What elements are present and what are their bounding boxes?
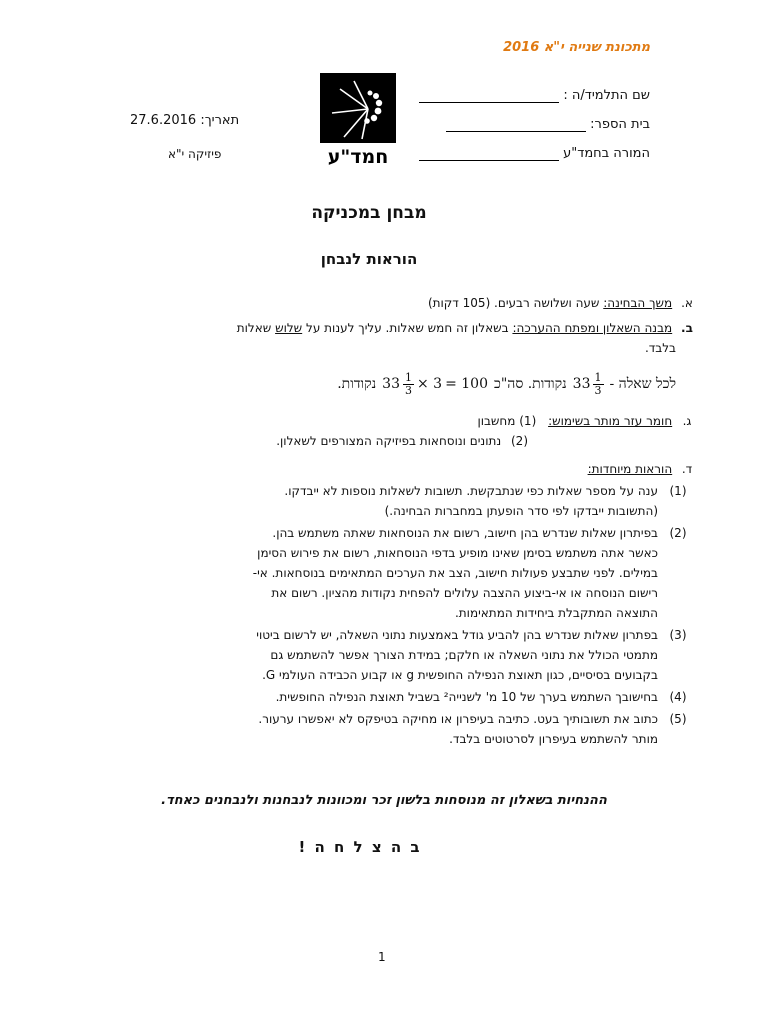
section-marker: ב. (681, 321, 693, 335)
section-c (78, 411, 698, 451)
score-mid: נקודות. סה"כ (493, 376, 567, 392)
item-line: כתוב את תשובותיך בעט. כתיבה בעיפרון או מחיקה בטיפקס לא יאפשרו ערעור. (258, 712, 658, 726)
instruction-item (78, 709, 698, 749)
item-body (276, 687, 658, 707)
score-fraction (593, 372, 604, 397)
item-text: מחשבון (477, 414, 516, 428)
item-line: במילים. לפני שתבצע פעולות חישוב, הצב את הערכים המתאימים בנוסחאות. אי- (252, 566, 658, 580)
section-label: משך הבחינה: (603, 296, 673, 310)
score-fraction (403, 372, 414, 397)
score-mixed-number (573, 372, 604, 397)
page-title: מבחן במכניקה (311, 203, 427, 223)
item-line: בקבועים בסיסיים, כגון תאוצת הנפילה החופשית g או קבוע הכבידה העולמי G. (262, 668, 658, 682)
item-line: מותר להשתמש בעיפרון לסרטוטים בלבד. (449, 732, 658, 746)
item-number: (4) (669, 690, 687, 704)
section-label: הוראות מיוחדות: (587, 462, 673, 476)
item-line: בפתרון שאלות שנדרש בהן להביע גודל באמצעות נתוני השאלה, יש לרשום ביטוי (256, 628, 658, 642)
instruction-item (78, 481, 698, 521)
page-subtitle: הוראות לנבחן (320, 250, 418, 268)
student-name-row (413, 88, 650, 103)
section-text: בלבד. (644, 341, 676, 355)
section-label: חומר עזר מותר בשימוש: (548, 414, 673, 428)
score-formula (78, 364, 698, 404)
frac-denominator: 3 (404, 383, 412, 397)
teacher-field (419, 148, 559, 161)
instruction-list (78, 481, 698, 749)
school-row (440, 117, 650, 132)
section-text: שאלות (236, 321, 272, 335)
page-number: 1 (378, 950, 386, 964)
section-b (78, 318, 698, 358)
item-body (256, 625, 658, 685)
student-name-label: שם התלמיד/ה : (563, 88, 650, 103)
gender-note: ההנחיות בשאלון זה מנוסחות בלשון זכר ומכוונות לנבחנות ולנבחנים כאחד. (161, 793, 607, 808)
date-label: תאריך: (200, 113, 240, 128)
instruction-item (78, 687, 698, 707)
score-times: × 3 (416, 376, 443, 392)
item-number: (2) (669, 526, 687, 540)
date-value: 27.6.2016 (130, 113, 197, 128)
student-name-field (419, 90, 559, 103)
item-body (253, 523, 658, 623)
section-label: מבנה השאלון ומפתח ההערכה: (512, 321, 673, 335)
item-line: כאשר אתה משתמש בסימן שאינו מופיע בדפי הנוסחאות, רשום את פירוש הסימן (257, 546, 658, 560)
teacher-row (413, 146, 650, 161)
item-body (258, 709, 658, 749)
item-number: (5) (669, 712, 687, 726)
item-line: (התשובות ייבדקו לפי סדר הופעתן במחברות הבחינה.) (384, 504, 658, 518)
hemda-logo-icon (318, 73, 400, 165)
item-number: (2) (510, 434, 528, 448)
item-body (284, 481, 658, 521)
score-equals: = 100 (445, 376, 488, 392)
teacher-label: המורה בחמד"ע (563, 146, 650, 161)
school-label: בית הספר: (590, 117, 650, 132)
section-text: שעה ושלושה רבעים. (105 דקות) (427, 296, 600, 310)
frac-numerator: 1 (404, 370, 412, 384)
logo-text: חמד"ע (327, 146, 389, 165)
section-marker: ג. (682, 414, 692, 428)
item-text: נתונים ונוסחאות בפיזיקה המצורפים לשאלון. (276, 434, 502, 448)
section-a (78, 293, 698, 313)
emphasis-word: שלוש (275, 321, 303, 335)
instruction-item (78, 523, 698, 623)
section-text: בשאלון זה חמש שאלות. עליך לענות על (306, 321, 509, 335)
section-marker: ד. (681, 462, 693, 476)
item-number: (1) (669, 484, 687, 498)
date-row (130, 113, 239, 128)
section-d (78, 459, 698, 749)
exam-banner: מתכונת שנייה י"א 2016 (503, 40, 650, 55)
subject: פיזיקה י"א (168, 147, 222, 161)
section-marker: א. (681, 296, 693, 310)
item-line: התוצאה המתקבלת ביחידות המתאימות. (454, 606, 658, 620)
item-number: (3) (669, 628, 687, 642)
item-line: בפיתרון שאלות שנדרש בהן חישוב, רשום את הנוסחאות שאתה משתמש בהן. (272, 526, 658, 540)
hemda-logo (318, 73, 400, 165)
item-line: בחישובך השתמש בערך של 10 מ' לשנייה² בשביל תאוצת הנפילה החופשית. (275, 690, 658, 704)
score-whole: 33 (572, 376, 591, 392)
item-line: רישום הנוסחה או אי-ביצוע ההצבה עלולים להפחית נקודות מהציון. רשום את (271, 586, 658, 600)
score-whole: 33 (382, 376, 400, 392)
instruction-item (78, 625, 698, 685)
score-suffix: נקודות. (337, 376, 377, 392)
score-prefix: לכל שאלה - (609, 376, 676, 392)
item-number: (1) (519, 414, 537, 428)
frac-denominator: 3 (594, 383, 602, 397)
item-line: מתמטי הכולל את נתוני השאלה או חלקם; במידת הצורך אפשר להשתמש גם (270, 648, 658, 662)
good-luck: ב ה צ ל ח ה ! (298, 838, 422, 856)
item-line: ענה על מספר שאלות כפי שנתבקשת. תשובות לשאלות נוספות לא ייבדקו. (284, 484, 658, 498)
school-field (446, 119, 586, 132)
frac-numerator: 1 (594, 370, 602, 384)
score-total (382, 372, 488, 397)
